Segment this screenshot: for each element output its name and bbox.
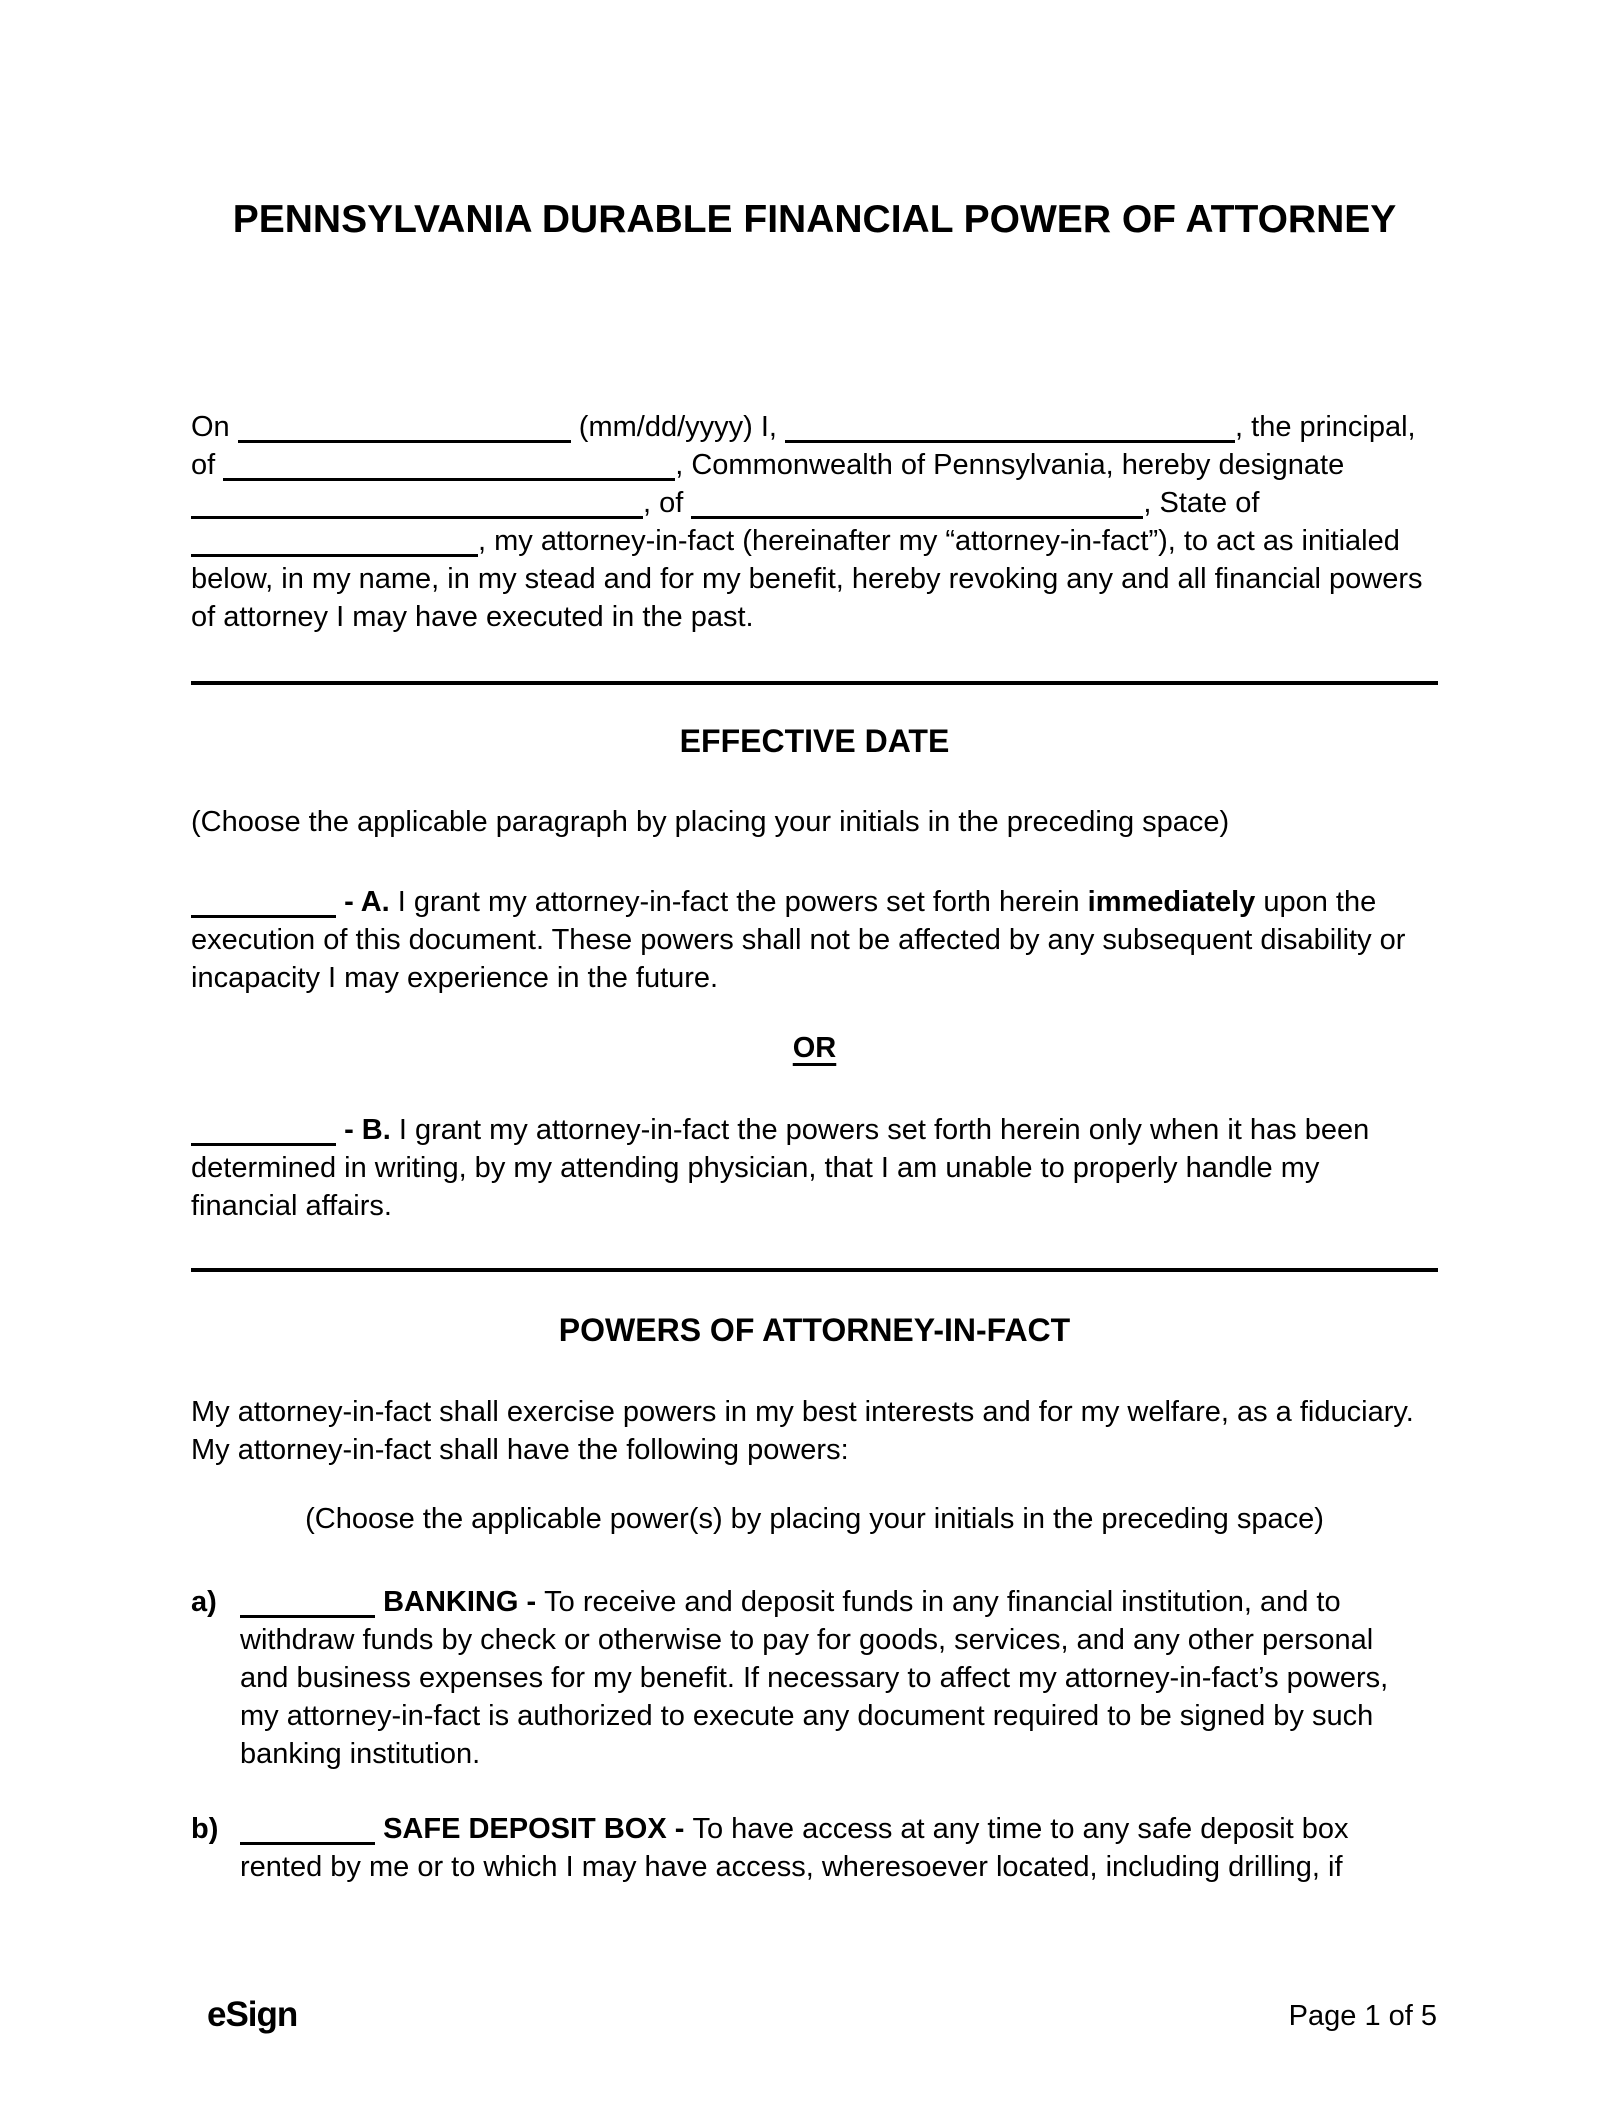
option-a-paragraph [191, 883, 1438, 997]
intro-paragraph [191, 408, 1438, 636]
fill-in-blank[interactable] [691, 504, 1143, 519]
text-run: incapacity I may experience in the future. [191, 962, 719, 994]
text-line [240, 1810, 1438, 1848]
text-run: I grant my attorney-in-fact the powers set forth herein [389, 886, 1088, 918]
effective-date-heading: EFFECTIVE DATE [679, 723, 950, 759]
text-run: withdraw funds by check or otherwise to pay for goods, services, and any other personal [240, 1624, 1374, 1656]
text-run [375, 1813, 383, 1845]
text-run: below, in my name, in my stead and for my benefit, hereby revoking any and all financial powers [191, 563, 1423, 595]
bold-text-run: - A. [344, 886, 390, 918]
fill-in-blank[interactable] [238, 428, 571, 443]
powers-instruction: (Choose the applicable power(s) by placing your initials in the preceding space) [305, 1503, 1324, 1535]
text-run: My attorney-in-fact shall exercise powers in my best interests and for my welfare, as a fiduciary. [191, 1396, 1414, 1428]
text-run [375, 1586, 383, 1618]
document-title: PENNSYLVANIA DURABLE FINANCIAL POWER OF ATTORNEY [232, 198, 1397, 241]
text-run: banking institution. [240, 1738, 481, 1770]
text-run: financial affairs. [191, 1190, 392, 1222]
text-line [191, 598, 1438, 636]
fill-in-blank[interactable] [191, 1131, 336, 1146]
fill-in-blank[interactable] [785, 428, 1235, 443]
bold-text-run: SAFE DEPOSIT BOX - [383, 1813, 693, 1845]
bold-text-run: - B. [344, 1114, 391, 1146]
text-run: rented by me or to which I may have access, wheresoever located, including drilling, if [240, 1851, 1343, 1883]
text-run [336, 886, 344, 918]
fill-in-blank[interactable] [240, 1603, 375, 1618]
fill-in-blank[interactable] [191, 542, 478, 557]
option-b-paragraph [191, 1111, 1438, 1225]
text-line [191, 921, 1438, 959]
text-line [240, 1697, 1438, 1735]
text-run: upon the [1255, 886, 1377, 918]
section-divider [191, 1268, 1438, 1272]
text-run: , Commonwealth of Pennsylvania, hereby designate [675, 449, 1345, 481]
item-marker: a) [191, 1586, 217, 1618]
text-run: execution of this document. These powers shall not be affected by any subsequent disability or [191, 924, 1406, 956]
text-run: , State of [1143, 487, 1260, 519]
page-number: Page 1 of 5 [1288, 2000, 1437, 2032]
text-line [191, 408, 1438, 446]
effective-date-instruction: (Choose the applicable paragraph by placing your initials in the preceding space) [191, 806, 1230, 838]
text-run: determined in writing, by my attending physician, that I am unable to properly handle my [191, 1152, 1320, 1184]
text-line [191, 1393, 1438, 1431]
text-run: I grant my attorney-in-fact the powers set forth herein only when it has been [390, 1114, 1370, 1146]
text-run: , the principal, [1235, 411, 1416, 443]
text-line [191, 883, 1438, 921]
item-marker: b) [191, 1813, 219, 1845]
item-text [240, 1583, 1438, 1773]
text-line [191, 1111, 1438, 1149]
powers-intro-paragraph [191, 1393, 1438, 1469]
text-line [240, 1621, 1438, 1659]
text-run: of attorney I may have executed in the past. [191, 601, 754, 633]
bold-text-run: BANKING - [383, 1586, 545, 1618]
text-run: (mm/dd/yyyy) I, [570, 411, 786, 443]
powers-heading: POWERS OF ATTORNEY-IN-FACT [558, 1312, 1071, 1348]
text-line [191, 959, 1438, 997]
fill-in-blank[interactable] [223, 466, 675, 481]
text-run: , my attorney-in-fact (hereinafter my “attorney-in-fact”), to act as initialed [478, 525, 1400, 557]
text-line [191, 560, 1438, 598]
text-line [240, 1583, 1438, 1621]
text-line [191, 1431, 1438, 1469]
text-run: , of [643, 487, 692, 519]
text-line [191, 522, 1438, 560]
text-run: and business expenses for my benefit. If necessary to affect my attorney-in-fact’s powers, [240, 1662, 1389, 1694]
text-run: To receive and deposit funds in any financial institution, and to [544, 1586, 1341, 1618]
esign-logo: eSign [207, 1995, 298, 2034]
fill-in-blank[interactable] [191, 504, 643, 519]
item-text [240, 1810, 1438, 1886]
text-line [191, 484, 1438, 522]
text-line [191, 446, 1438, 484]
fill-in-blank[interactable] [191, 903, 336, 918]
power-item-safe-deposit-box [191, 1810, 1438, 1886]
section-divider [191, 681, 1438, 685]
text-line [240, 1848, 1438, 1886]
text-run: To have access at any time to any safe deposit box [692, 1813, 1349, 1845]
text-line [191, 1149, 1438, 1187]
text-run: of [191, 449, 224, 481]
fill-in-blank[interactable] [240, 1830, 375, 1845]
text-run [336, 1114, 344, 1146]
bold-text-run: immediately [1087, 886, 1256, 918]
text-line [191, 1187, 1438, 1225]
or-label: OR [792, 1032, 837, 1064]
power-item-banking [191, 1583, 1438, 1773]
text-run: My attorney-in-fact shall have the following powers: [191, 1434, 849, 1466]
text-run: my attorney-in-fact is authorized to execute any document required to be signed by such [240, 1700, 1374, 1732]
text-line [240, 1735, 1438, 1773]
text-run: On [191, 411, 238, 443]
page-footer [191, 1995, 1437, 2035]
text-line [240, 1659, 1438, 1697]
